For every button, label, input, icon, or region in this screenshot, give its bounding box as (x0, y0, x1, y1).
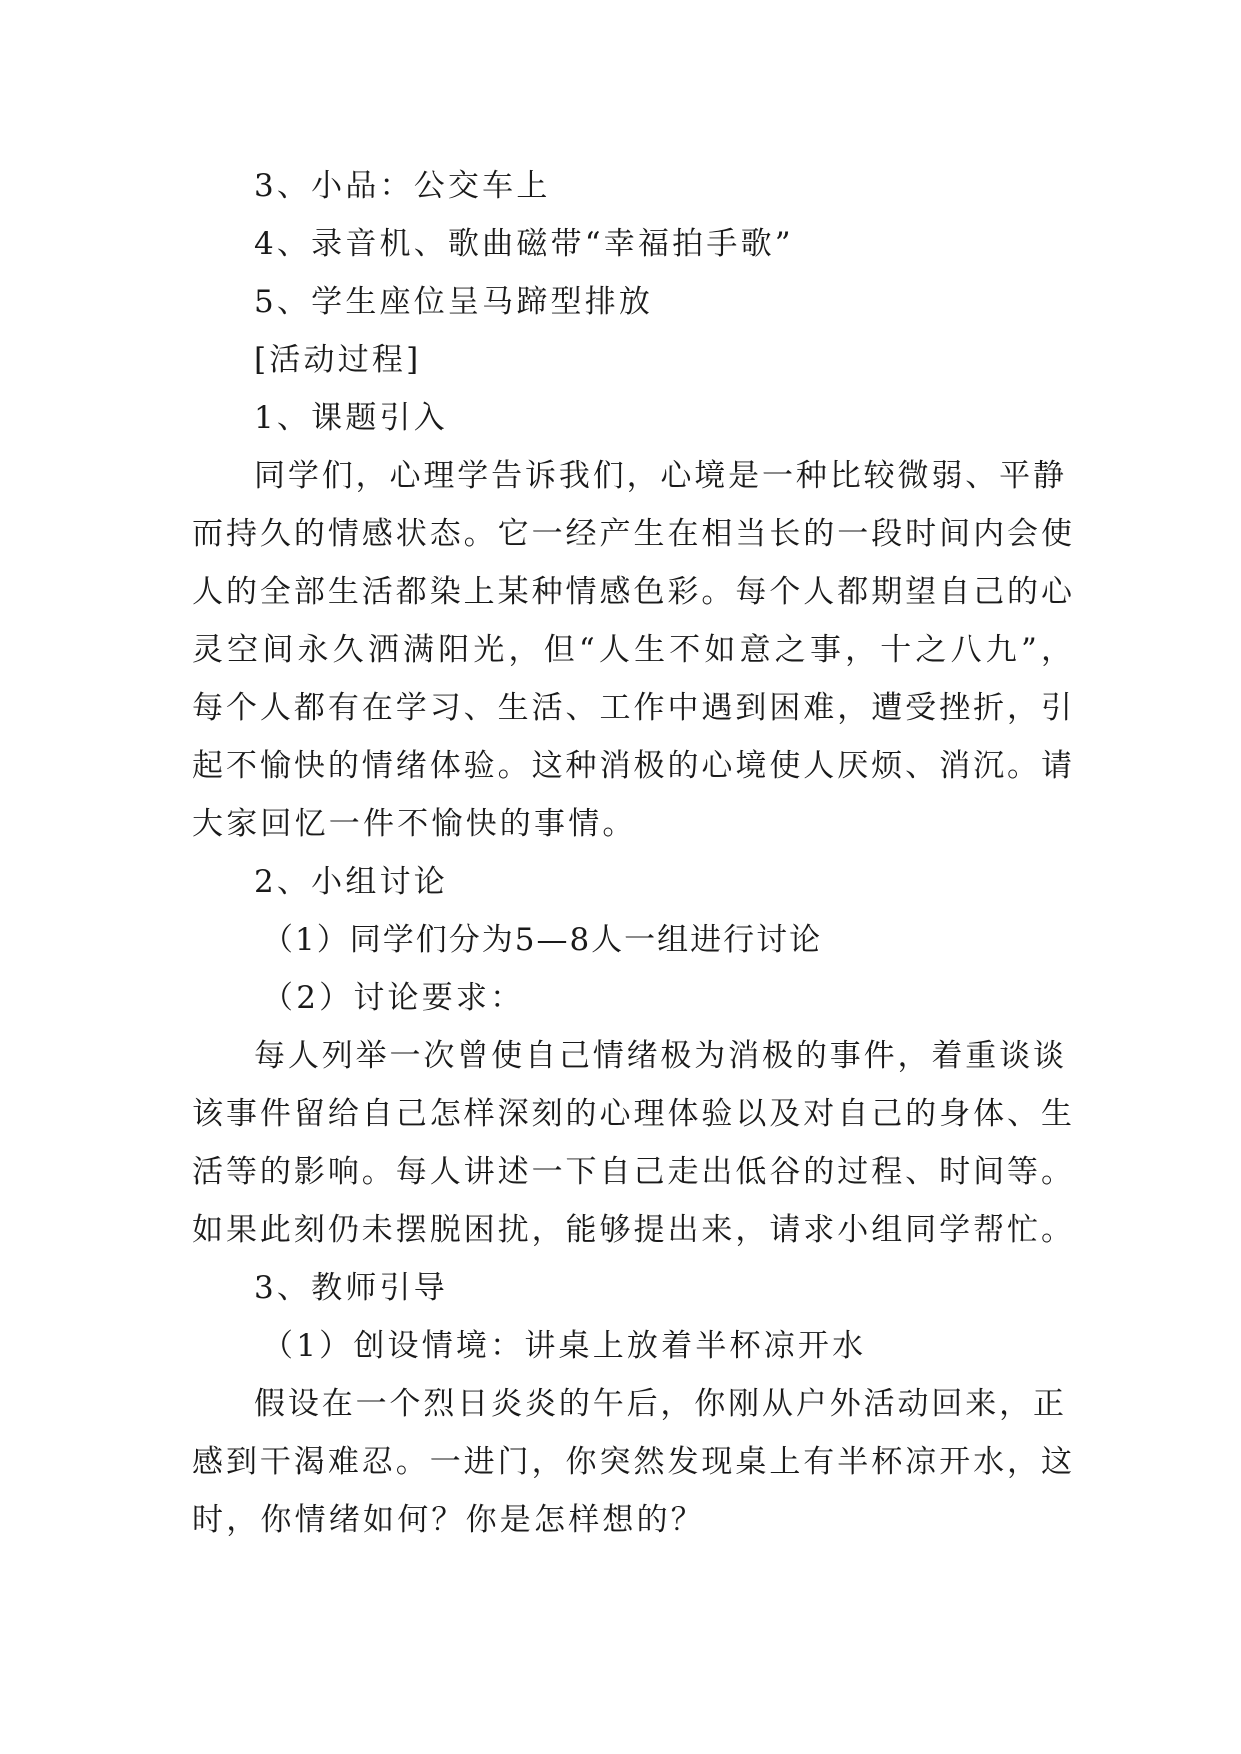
sub-item-requirements: （2）讨论要求： (262, 980, 525, 1016)
paragraph-line: 起不愉快的情绪体验。这种消极的心境使人厌烦、消沉。请 (192, 748, 1072, 784)
paragraph-line: 同学们，心理学告诉我们，心境是一种比较微弱、平静 (254, 458, 1064, 494)
step-heading-introduction: 1、课题引入 (254, 400, 448, 436)
paragraph-line: 而持久的情感状态。它一经产生在相当长的一段时间内会使 (192, 516, 1072, 552)
paragraph-line: 该事件留给自己怎样深刻的心理体验以及对自己的身体、生 (192, 1096, 1072, 1132)
step-heading-teacher-guidance: 3、教师引导 (254, 1270, 448, 1306)
paragraph-line: 每人列举一次曾使自己情绪极为消极的事件，着重谈谈 (254, 1038, 1064, 1074)
paragraph-line: 灵空间永久洒满阳光，但“人生不如意之事，十之八九”， (192, 632, 1072, 668)
paragraph-line: 每个人都有在学习、生活、工作中遇到困难，遭受挫折，引 (192, 690, 1072, 726)
paragraph-line: 时，你情绪如何？你是怎样想的？ (192, 1502, 705, 1538)
section-heading-activity-process: [活动过程] (254, 342, 422, 378)
sub-item-scenario: （1）创设情境：讲桌上放着半杯凉开水 (262, 1328, 867, 1364)
list-item-seating: 5、学生座位呈马蹄型排放 (254, 284, 654, 320)
paragraph-line: 感到干渴难忍。一进门，你突然发现桌上有半杯凉开水，这 (192, 1444, 1072, 1480)
paragraph-line: 假设在一个烈日炎炎的午后，你刚从户外活动回来，正 (254, 1386, 1064, 1422)
list-item-skit: 3、小品：公交车上 (254, 168, 551, 204)
step-heading-group-discussion: 2、小组讨论 (254, 864, 448, 900)
paragraph-line: 活等的影响。每人讲述一下自己走出低谷的过程、时间等。 (192, 1154, 1072, 1190)
list-item-recorder: 4、录音机、歌曲磁带“幸福拍手歌” (254, 226, 794, 262)
paragraph-line: 大家回忆一件不愉快的事情。 (192, 806, 637, 842)
paragraph-line: 人的全部生活都染上某种情感色彩。每个人都期望自己的心 (192, 574, 1072, 610)
paragraph-line: 如果此刻仍未摆脱困扰，能够提出来，请求小组同学帮忙。 (192, 1212, 1072, 1248)
sub-item-grouping: （1）同学们分为5—8人一组进行讨论 (262, 922, 823, 958)
